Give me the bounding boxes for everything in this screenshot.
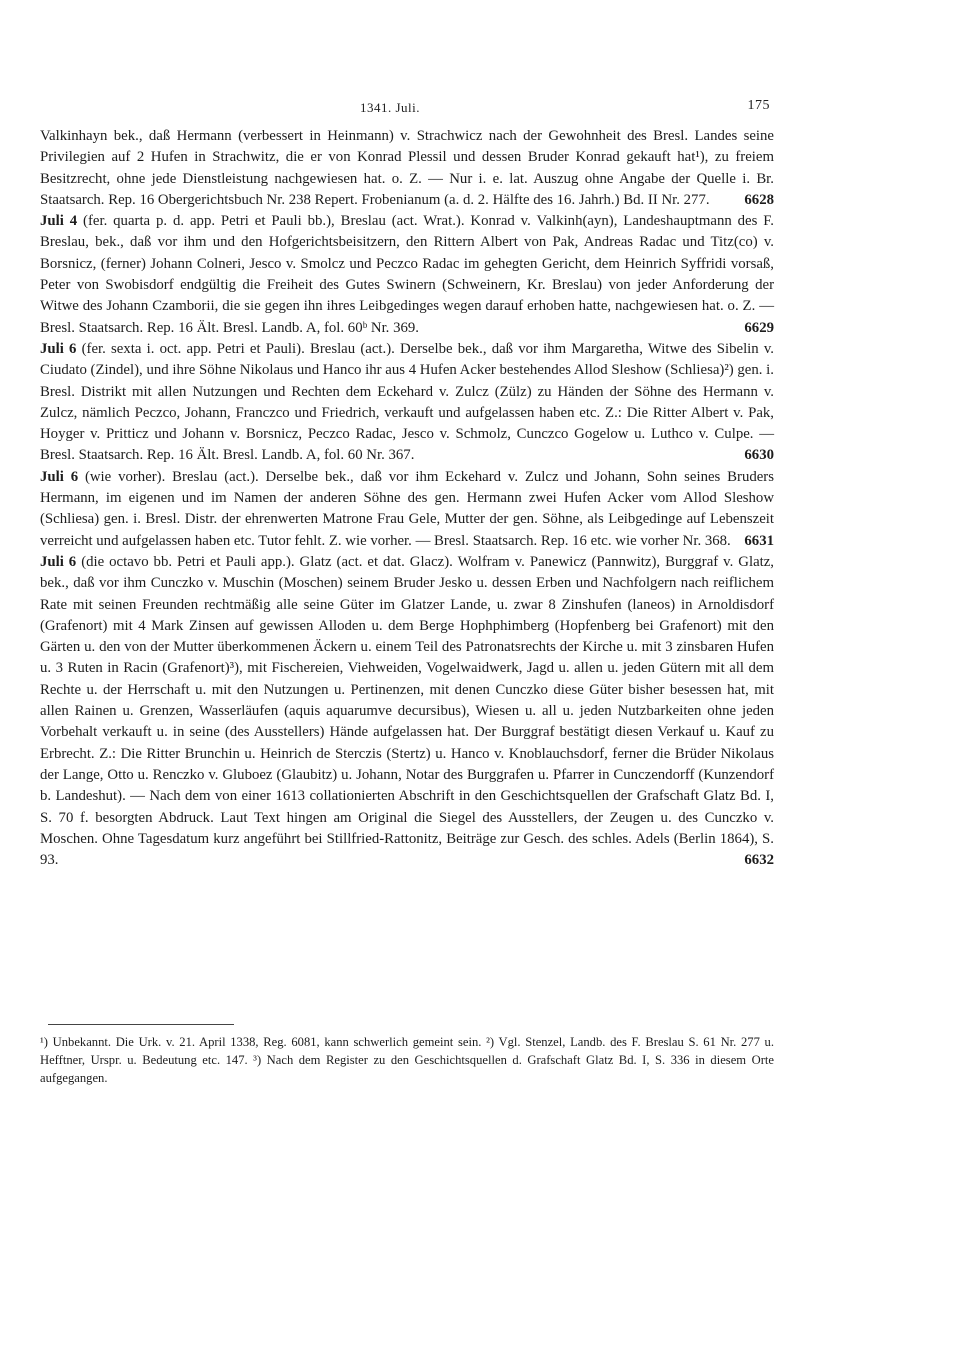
- entry-6629: [40, 211, 774, 339]
- entry-text: (wie vorher). Breslau (act.). Derselbe bek., daß vor ihm Eckehard v. Zulcz und Johann, Sohn seines Bruders Hermann, im eigenen und im Namen der anderen Söhne des gen. Hermann zwei Hufen Acker vom Allod Sleshow (Schliesa) gen. i. Bresl. Distr. der ehrenwerten Matrone Frau Gele, Mutter der gen. Söhne, als Leibgedinge auf Lebenszeit verreicht und aufgelassen haben etc. Tutor fehlt. Z. wie vorher. — Bresl. Staatsarch. Rep. 16 etc. wie vorher Nr. 368.: [40, 468, 774, 549]
- entry-number: 6630: [744, 447, 774, 464]
- entry-number: 6632: [744, 852, 774, 869]
- entry-date: Juli 6: [40, 553, 77, 570]
- entry-number: 6629: [744, 319, 774, 336]
- entry-date: Juli 4: [40, 213, 78, 230]
- entry-date: Juli 6: [40, 340, 77, 357]
- entry-text: Valkinhayn bek., daß Hermann (verbessert in Heinmann) v. Strachwicz nach der Gewohnheit des Bresl. Landes seine Privilegien auf 2 Hufen in Strachwitz, die er von Konrad Plessil und dessen Bruder Konrad gekauft hat¹), zu freiem Besitzrecht, ohne jede Dienstleistung nachgewiesen hat. o. Z. — Nur i. e. lat. Auszug ohne Angabe der Quelle i. Br. Staatsarch. Rep. 16 Obergerichtsbuch Nr. 238 Repert. Frobenianum (a. d. 2. Hälfte des 16. Jahrh.) Bd. II Nr. 277.: [40, 128, 774, 208]
- entry-date: Juli 6: [40, 468, 79, 485]
- page-number: 175: [747, 98, 770, 113]
- footnote-divider: [48, 1024, 234, 1025]
- footnote-text: ¹) Unbekannt. Die Urk. v. 21. April 1338, Reg. 6081, kann schwerlich gemeint sein. ²) Vgl. Stenzel, Landb. des F. Breslau S. 61 Nr. 277 u. Hefftner, Urspr. u. Bedeutung etc. 147. ³) Nach dem Register zu den Geschichtsquellen d. Grafschaft Glatz Bd. I, S. 336 in diesem Orte aufgegangen.: [40, 1035, 774, 1085]
- entry-6630: [40, 339, 774, 467]
- entry-6632: [40, 552, 774, 871]
- entry-6628: [40, 126, 774, 211]
- entry-text: (die octavo bb. Petri et Pauli app.). Glatz (act. et dat. Glacz). Wolfram v. Panewicz (Pannwitz), Burggraf v. Glatz, bek., daß vor ihm Cunczko v. Muschin (Moschen) seinem Bruder Jesko u. dessen Erben und Nachfolgern nach reiflichem Rate mit seinen Freunden rechtmäßig alle seine Güter im Glatzer Lande, u. zwar 8 Zinshufen (laneos) in Arnoldisdorf (Grafenort) mit 4 Mark Zinsen auf gewissen Alloden u. dem Berge Hophphimberg (Hopfenberg bei Grafenort) mit den Gärten u. den von der Mutter überkommenen Äckern u. einem Teil des Patronatsrechts der Kirche u. mit 3 zinsbaren Hufen u. 3 Ruten in Racin (Grafenort)³), mit Fischereien, Viehweiden, Vogelwaidwerk, Jagd u. allen u. jeden Gütern mit all dem Rechte u. der Herrschaft u. mit den Nutzungen u. Pertinenzen, mit denen Cunczko diese Güter bisher besessen hat, mit allen Rainen u. Grenzen, Wasserläufen (aquis aquarumve decursibus), Wiesen u. all u. jeden Nutzbarkeiten ohne jeden Vorbehalt verkauft u. in seine (des Ausstellers) Hände aufgelassen hat. Der Burggraf bestätigt diesen Verkauf u. Kauf zu Erbrecht. Z.: Die Ritter Brunchin u. Heinrich de Sterczis (Stertz) u. Hanco v. Knoblauchsdorf, ferner die Brüder Nikolaus der Lange, Otto u. Renczko v. Gluboez (Glaubitz) u. Johann, Notar des Burggrafen u. Pfarrer in Cunczendorff (Kunzendorf b. Landeshut). — Nach dem von einer 1613 collationierten Abschrift in den Geschichtsquellen der Grafschaft Glatz Bd. I, S. 70 f. besorgten Abdruck. Laut Text hingen am Original die Siegel des Ausstellers, der Zeugen u. des Cunczko v. Moschen. Ohne Tagesdatum kurz angeführt bei Stillfried-Rattonitz, Beiträge zur Gesch. des schles. Adels (Berlin 1864), S. 93.: [40, 553, 775, 869]
- entry-text: (fer. quarta p. d. app. Petri et Pauli bb.), Breslau (act. Wrat.). Konrad v. Valkinh(ayn), Landeshauptmann des F. Breslau, bek., daß vor ihm und den Hofgerichtsbeisitzern, den Rittern Albert von Pak, Andreas Radac und Titz(co) v. Borsnicz, (ferner) Johann Colneri, Jesco v. Smolcz und Peczco Radac im gehegten Gericht, dem Heinrich Syffridi vorsaß, Peter von Swobisdorf endgültig die Freiheit des Gutes Swinern (Schweinern, Kr. Breslau) von jeder Anforderung der Witwe des Johann Czamborii, die sie gegen ihn ihres Leibgedinges wegen darauf erhoben hatte, nachgewiesen hat. o. Z. — Bresl. Staatsarch. Rep. 16 Ält. Bresl. Landb. A, fol. 60ᵇ Nr. 369.: [40, 213, 774, 336]
- main-text: [40, 126, 774, 871]
- entry-6631: [40, 467, 774, 552]
- entry-number: 6628: [744, 191, 774, 208]
- entry-text: (fer. sexta i. oct. app. Petri et Pauli). Breslau (act.). Derselbe bek., daß vor ihm Margaretha, Witwe des Sibelin v. Ciudato (Zindel), und ihre Söhne Nikolaus und Hanco ihr aus 4 Hufen Acker bestehendes Allod Sleshow (Schliesa)²) gen. i. Bresl. Distrikt mit allen Nutzungen und Rechten dem Eckehard v. Zulcz (Zülz) zu Händen der Söhne des Hermann v. Zulcz, nämlich Peczco, Johann, Franczco und Friedrich, verkauft und aufgelassen haben etc. Z.: Die Ritter Albert v. Pak, Hoyger v. Pritticz und Johann v. Borsnicz, Peczco Radac, Jesco v. Schmolz, Cunczco Gogelow u. Luthco v. Culpe. — Bresl. Staatsarch. Rep. 16 Ält. Bresl. Landb. A, fol. 60 Nr. 367.: [40, 340, 774, 464]
- running-title: 1341. Juli.: [360, 100, 421, 115]
- footnotes: [40, 1033, 774, 1087]
- entry-number: 6631: [744, 532, 774, 549]
